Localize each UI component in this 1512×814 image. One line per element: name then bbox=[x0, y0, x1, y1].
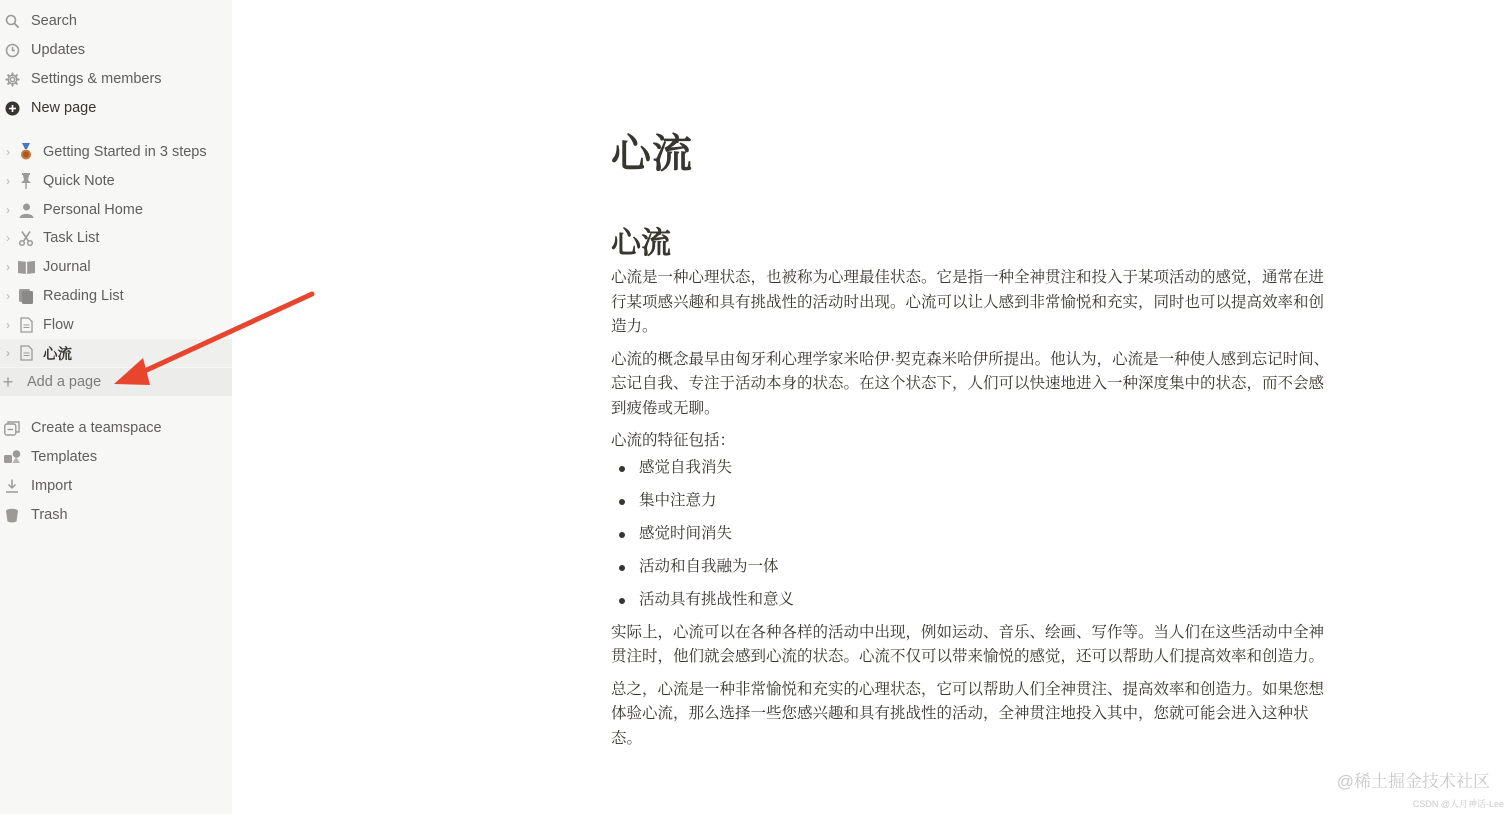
sidebar-search-label: Search bbox=[31, 13, 77, 29]
paragraph[interactable]: 心流的概念最早由匈牙利心理学家米哈伊·契克森米哈伊所提出。他认为，心流是一种使人感到忘记时间、忘记自我、专注于活动本身的状态。在这个状态下，人们可以快速地进入一种深度集中的状态，而不会感到疲倦或无聊。 bbox=[611, 350, 1330, 417]
bullet-text: 集中注意力 bbox=[639, 491, 717, 509]
templates-icon bbox=[2, 447, 22, 467]
bullet-list bbox=[611, 458, 1333, 623]
page-icon bbox=[16, 315, 36, 335]
medal-icon bbox=[16, 142, 36, 162]
plus-icon: + bbox=[2, 371, 14, 392]
sidebar-import[interactable] bbox=[0, 472, 232, 500]
import-icon bbox=[2, 476, 22, 496]
bullet-text: 感觉时间消失 bbox=[639, 524, 733, 542]
new-page-button[interactable] bbox=[0, 94, 232, 122]
paragraph[interactable]: 总之，心流是一种非常愉悦和充实的心理状态，它可以帮助人们全神贯注、提高效率和创造力。如果您想体验心流，那么选择一些您感兴趣和具有挑战性的活动，全神贯注地投入其中，您就可能会进入这种状态。 bbox=[611, 680, 1325, 747]
teamspace-label: Create a teamspace bbox=[31, 420, 162, 436]
bullet-item[interactable] bbox=[611, 491, 1333, 524]
bullet-dot-icon bbox=[619, 598, 625, 604]
person-icon bbox=[16, 200, 36, 220]
bullet-text: 活动和自我融为一体 bbox=[639, 557, 779, 575]
add-page-label: Add a page bbox=[27, 374, 102, 390]
bullet-item[interactable] bbox=[611, 524, 1333, 557]
sidebar-page-task-list[interactable] bbox=[0, 224, 232, 252]
sidebar-page-quick-note[interactable] bbox=[0, 167, 232, 195]
books-icon bbox=[16, 286, 36, 306]
bullet-dot-icon bbox=[619, 499, 625, 505]
sidebar-trash[interactable] bbox=[0, 501, 232, 529]
sidebar-updates-label: Updates bbox=[31, 42, 86, 58]
sidebar-settings[interactable] bbox=[0, 65, 232, 93]
chevron-right-icon[interactable]: › bbox=[6, 260, 10, 274]
sidebar-page-label: Task List bbox=[43, 230, 100, 246]
sidebar-page-label: Journal bbox=[43, 259, 91, 275]
sidebar-settings-label: Settings & members bbox=[31, 71, 162, 87]
sidebar-create-teamspace[interactable] bbox=[0, 414, 232, 442]
paragraph[interactable]: 心流的特征包括： bbox=[611, 432, 736, 449]
clock-icon bbox=[2, 40, 22, 60]
page-icon bbox=[16, 343, 36, 363]
chevron-right-icon[interactable]: › bbox=[6, 203, 10, 217]
bullet-dot-icon bbox=[619, 565, 625, 571]
sidebar-page-personal-home[interactable] bbox=[0, 196, 232, 224]
chevron-right-icon[interactable]: › bbox=[6, 318, 10, 332]
teamspace-icon bbox=[2, 418, 22, 438]
add-page-button[interactable] bbox=[0, 368, 232, 396]
gear-icon bbox=[2, 69, 22, 89]
plus-circle-icon bbox=[2, 98, 22, 118]
chevron-right-icon[interactable]: › bbox=[6, 346, 10, 360]
sidebar-page-label: Getting Started in 3 steps bbox=[43, 144, 207, 160]
watermark: @稀土掘金技术社区 bbox=[1336, 772, 1490, 791]
templates-label: Templates bbox=[31, 449, 98, 465]
bullet-item[interactable] bbox=[611, 557, 1333, 590]
bullet-item[interactable] bbox=[611, 590, 1333, 623]
sidebar-page-label: 心流 bbox=[43, 346, 72, 363]
sidebar-page-journal[interactable] bbox=[0, 253, 232, 281]
bullet-text: 活动具有挑战性和意义 bbox=[639, 590, 795, 608]
chevron-right-icon[interactable]: › bbox=[6, 231, 10, 245]
sidebar-page-label: Flow bbox=[43, 317, 74, 333]
sidebar-page-getting-started[interactable] bbox=[0, 138, 232, 166]
sidebar bbox=[0, 0, 232, 814]
paragraph[interactable]: 实际上，心流可以在各种各样的活动中出现，例如运动、音乐、绘画、写作等。当人们在这些活动中全神贯注时，他们就会感到心流的状态。心流不仅可以带来愉悦的感觉，还可以帮助人们提高效率和创造力。 bbox=[611, 623, 1325, 665]
new-page-label: New page bbox=[31, 100, 97, 116]
import-label: Import bbox=[31, 478, 73, 494]
page-content bbox=[611, 266, 1333, 759]
sidebar-page-label: Personal Home bbox=[43, 202, 143, 218]
bullet-dot-icon bbox=[619, 466, 625, 472]
chevron-right-icon[interactable]: › bbox=[6, 174, 10, 188]
sidebar-page-reading-list[interactable] bbox=[0, 282, 232, 310]
book-icon bbox=[16, 257, 36, 277]
chevron-right-icon[interactable]: › bbox=[6, 289, 10, 303]
heading-1[interactable]: 心流 bbox=[611, 227, 671, 260]
sidebar-templates[interactable] bbox=[0, 443, 232, 471]
sidebar-page-xinliu[interactable] bbox=[0, 339, 232, 367]
search-icon bbox=[2, 11, 22, 31]
bullet-item[interactable] bbox=[611, 458, 1333, 491]
trash-label: Trash bbox=[31, 507, 68, 523]
bullet-dot-icon bbox=[619, 532, 625, 538]
sidebar-page-label: Reading List bbox=[43, 288, 124, 304]
sidebar-page-flow[interactable] bbox=[0, 311, 232, 339]
sidebar-search[interactable] bbox=[0, 7, 232, 35]
sidebar-page-label: Quick Note bbox=[43, 173, 115, 189]
chevron-right-icon[interactable]: › bbox=[6, 145, 10, 159]
pin-icon bbox=[16, 171, 36, 191]
trash-icon bbox=[2, 505, 22, 525]
sidebar-updates[interactable] bbox=[0, 36, 232, 64]
scissors-icon bbox=[16, 228, 36, 248]
bullet-text: 感觉自我消失 bbox=[639, 458, 733, 476]
page-title[interactable]: 心流 bbox=[611, 132, 693, 176]
paragraph[interactable]: 心流是一种心理状态，也被称为心理最佳状态。它是指一种全神贯注和投入于某项活动的感觉，通常在进行某项感兴趣和具有挑战性的活动时出现。心流可以让人感到非常愉悦和充实，同时也可以提高效率和创造力。 bbox=[611, 269, 1325, 335]
watermark-small: CSDN @人月神话-Lee bbox=[1412, 799, 1504, 809]
